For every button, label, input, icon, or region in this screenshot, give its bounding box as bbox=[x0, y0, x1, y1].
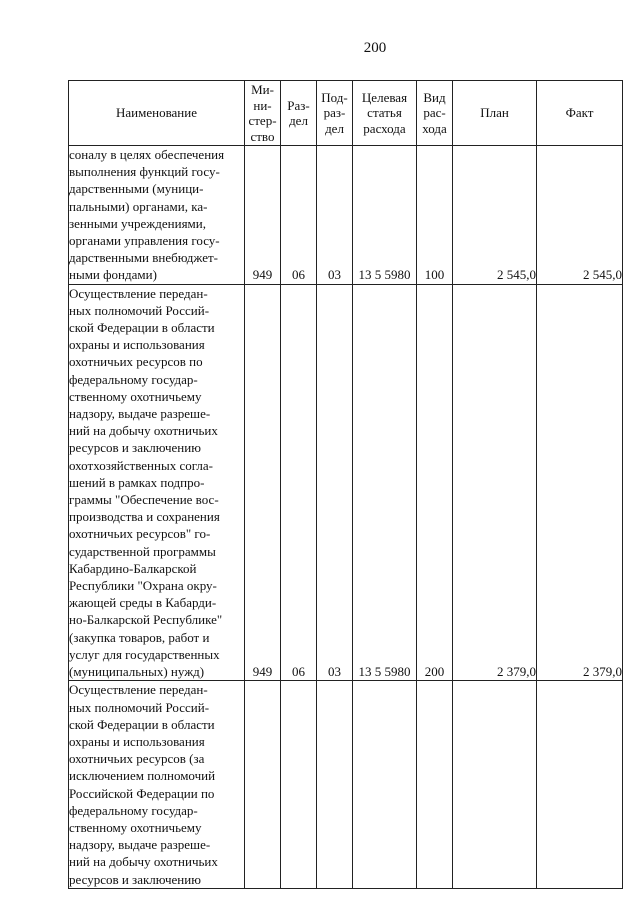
header-subsection: Под- раз- дел bbox=[317, 81, 353, 146]
cell-plan: 2 379,0 bbox=[453, 284, 537, 681]
budget-table bbox=[68, 80, 623, 889]
cell-target bbox=[353, 681, 417, 888]
name-line: Осуществление передан- bbox=[69, 682, 208, 698]
name-line: Кабардино-Балкарской bbox=[69, 560, 197, 576]
name-line: Республики "Охрана окру- bbox=[69, 578, 217, 594]
name-line: федеральному государ- bbox=[69, 371, 198, 387]
cell-subsection: 03 bbox=[317, 146, 353, 285]
name-line: охотничьих ресурсов" го- bbox=[69, 526, 211, 542]
name-line: ных полномочий Россий- bbox=[69, 699, 210, 715]
name-line: охотничьих ресурсов (за bbox=[69, 751, 205, 767]
name-line: охотхозяйственных согла- bbox=[69, 457, 213, 473]
name-line: исключением полномочий bbox=[69, 768, 216, 784]
header-row bbox=[69, 81, 623, 146]
cell-name bbox=[69, 284, 245, 681]
cell-ministry bbox=[245, 681, 281, 888]
cell-type: 100 bbox=[417, 146, 453, 285]
header-plan: План bbox=[453, 81, 537, 146]
cell-type: 200 bbox=[417, 284, 453, 681]
name-line: ний на добычу охотничьих bbox=[69, 423, 218, 439]
table-body bbox=[69, 146, 623, 889]
name-line: органами управления госу- bbox=[69, 233, 220, 249]
name-line: ресурсов и заключению bbox=[69, 871, 201, 887]
name-line: пальными) органами, ка- bbox=[69, 198, 208, 214]
table-row bbox=[69, 681, 623, 888]
cell-name bbox=[69, 146, 245, 285]
name-line: ской Федерации в области bbox=[69, 716, 215, 732]
cell-name bbox=[69, 681, 245, 888]
cell-plan: 2 545,0 bbox=[453, 146, 537, 285]
name-line: ными фондами) bbox=[69, 267, 157, 283]
header-type: Вид рас- хода bbox=[417, 81, 453, 146]
name-line: охраны и использования bbox=[69, 733, 205, 749]
cell-target: 13 5 5980 bbox=[353, 284, 417, 681]
name-line: Российской Федерации по bbox=[69, 785, 215, 801]
cell-subsection: 03 bbox=[317, 284, 353, 681]
name-line: дарственными (муници- bbox=[69, 181, 204, 197]
cell-plan bbox=[453, 681, 537, 888]
page-number: 200 bbox=[363, 40, 387, 56]
name-line: ний на добычу охотничьих bbox=[69, 854, 218, 870]
name-line: зенными учреждениями, bbox=[69, 215, 206, 231]
name-line: сударственной программы bbox=[69, 543, 216, 559]
header-name: Наименование bbox=[69, 81, 245, 146]
cell-section: 06 bbox=[281, 146, 317, 285]
cell-fact: 2 545,0 bbox=[537, 146, 623, 285]
name-line: ресурсов и заключению bbox=[69, 440, 201, 456]
name-line: соналу в целях обеспечения bbox=[69, 147, 225, 162]
name-line: ственному охотничьему bbox=[69, 388, 202, 404]
header-ministry: Ми- ни- стер- ство bbox=[245, 81, 281, 146]
name-line: (муниципальных) нужд) bbox=[69, 664, 205, 680]
name-line: надзору, выдаче разреше- bbox=[69, 837, 211, 853]
table-row bbox=[69, 146, 623, 285]
cell-ministry: 949 bbox=[245, 284, 281, 681]
name-line: федеральному государ- bbox=[69, 802, 198, 818]
name-line: охотничьих ресурсов по bbox=[69, 354, 203, 370]
name-line: охраны и использования bbox=[69, 337, 205, 353]
cell-type bbox=[417, 681, 453, 888]
table-row bbox=[69, 284, 623, 681]
name-line: но-Балкарской Республике" bbox=[69, 612, 223, 628]
name-line: (закупка товаров, работ и bbox=[69, 629, 210, 645]
name-line: ственному охотничьему bbox=[69, 819, 202, 835]
name-line: ных полномочий Россий- bbox=[69, 302, 210, 318]
name-line: ской Федерации в области bbox=[69, 320, 215, 336]
name-line: производства и сохранения bbox=[69, 509, 220, 525]
name-line: услуг для государственных bbox=[69, 646, 220, 662]
cell-ministry: 949 bbox=[245, 146, 281, 285]
name-line: граммы "Обеспечение вос- bbox=[69, 492, 219, 508]
cell-section: 06 bbox=[281, 284, 317, 681]
cell-subsection bbox=[317, 681, 353, 888]
name-line: дарственными внебюджет- bbox=[69, 250, 218, 266]
name-line: шений в рамках подпро- bbox=[69, 474, 205, 490]
name-line: жающей среды в Кабарди- bbox=[69, 595, 217, 611]
cell-fact: 2 379,0 bbox=[537, 284, 623, 681]
cell-section bbox=[281, 681, 317, 888]
header-section: Раз- дел bbox=[281, 81, 317, 146]
header-fact: Факт bbox=[537, 81, 623, 146]
cell-fact bbox=[537, 681, 623, 888]
name-line: выполнения функций госу- bbox=[69, 164, 220, 180]
cell-target: 13 5 5980 bbox=[353, 146, 417, 285]
name-line: Осуществление передан- bbox=[69, 285, 208, 301]
name-line: надзору, выдаче разреше- bbox=[69, 406, 211, 422]
header-target: Целевая статья расхода bbox=[353, 81, 417, 146]
